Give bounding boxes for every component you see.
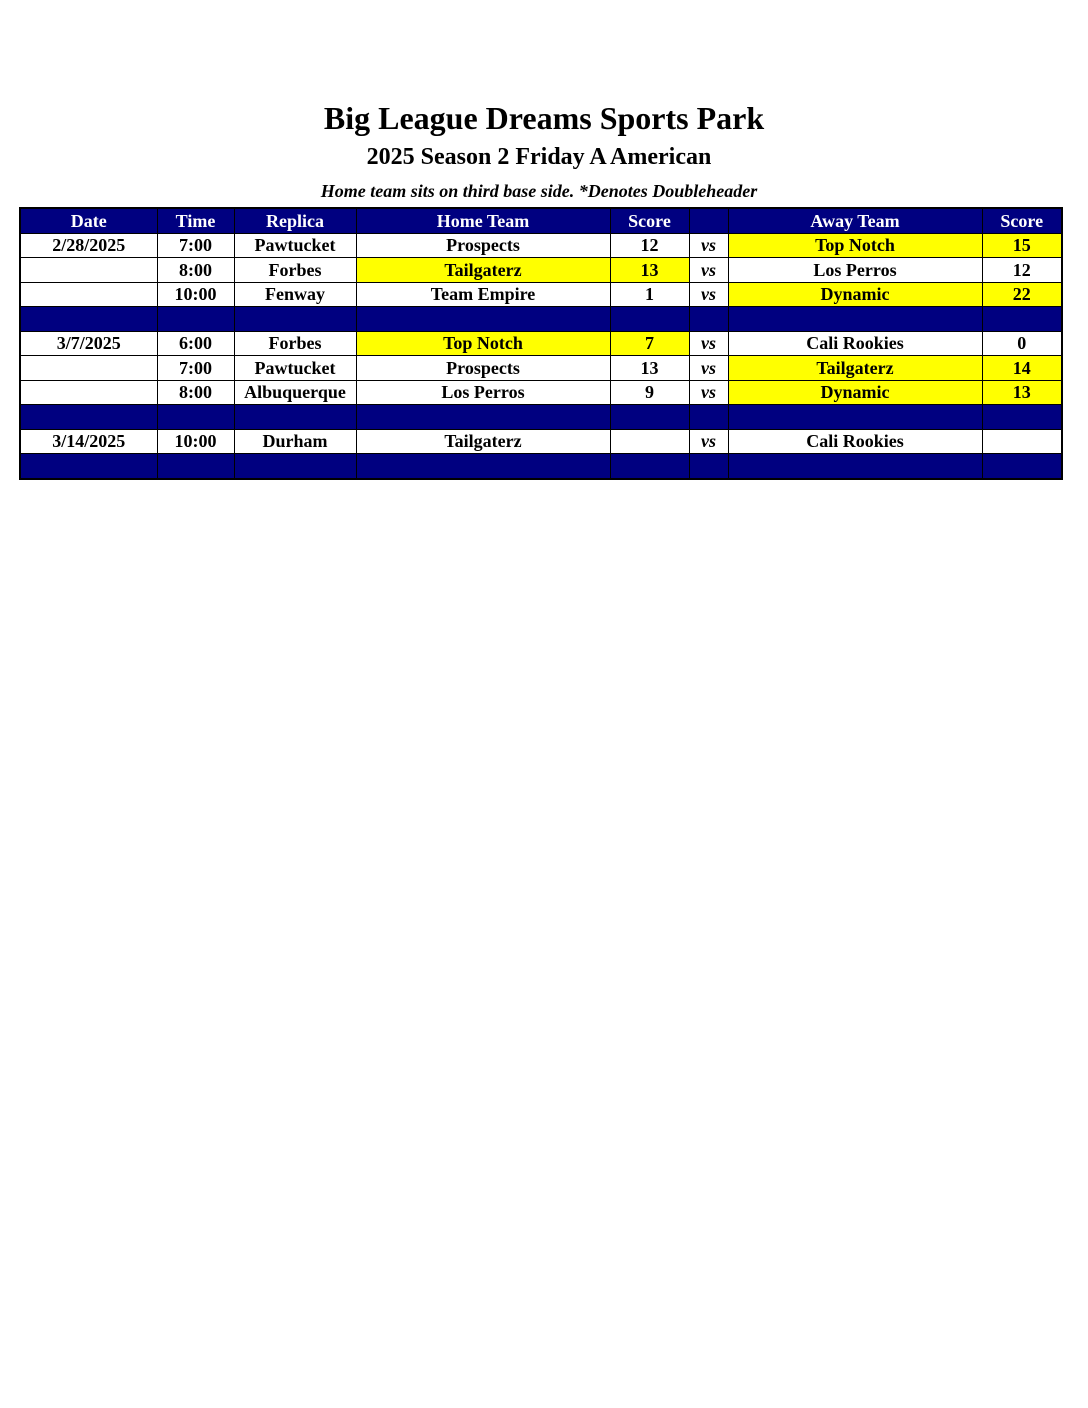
replica-cell: Pawtucket xyxy=(234,233,356,258)
replica-cell: Durham xyxy=(234,429,356,454)
column-header-replica: Replica xyxy=(234,208,356,233)
home-team-cell: Tailgaterz xyxy=(356,429,610,454)
column-header-away-score: Score xyxy=(982,208,1062,233)
away-team-cell: Tailgaterz xyxy=(728,356,982,381)
season-subtitle: 2025 Season 2 Friday A American xyxy=(366,144,712,170)
separator-cell xyxy=(234,405,356,430)
home-score-cell: 13 xyxy=(610,356,689,381)
replica-cell: Forbes xyxy=(234,258,356,283)
column-header-time: Time xyxy=(157,208,234,233)
table-row xyxy=(20,331,1062,356)
separator-cell xyxy=(610,405,689,430)
vs-cell: vs xyxy=(689,233,728,258)
separator-cell xyxy=(20,307,157,332)
table-row xyxy=(20,380,1062,405)
schedule-table xyxy=(19,207,1063,480)
separator-cell xyxy=(610,454,689,479)
separator-row xyxy=(20,454,1062,479)
home-team-cell: Los Perros xyxy=(356,380,610,405)
date-cell xyxy=(20,258,157,283)
home-team-cell: Prospects xyxy=(356,356,610,381)
separator-row xyxy=(20,307,1062,332)
separator-cell xyxy=(689,307,728,332)
away-team-cell: Cali Rookies xyxy=(728,331,982,356)
away-team-cell: Dynamic xyxy=(728,282,982,307)
separator-cell xyxy=(689,405,728,430)
separator-cell xyxy=(157,405,234,430)
time-cell: 6:00 xyxy=(157,331,234,356)
schedule-note: Home team sits on third base side. *Denotes Doubleheader xyxy=(320,181,758,201)
away-team-cell: Los Perros xyxy=(728,258,982,283)
date-cell: 2/28/2025 xyxy=(20,233,157,258)
away-score-cell: 22 xyxy=(982,282,1062,307)
separator-cell xyxy=(728,454,982,479)
vs-cell: vs xyxy=(689,258,728,283)
time-cell: 8:00 xyxy=(157,380,234,405)
table-row xyxy=(20,233,1062,258)
away-score-cell: 15 xyxy=(982,233,1062,258)
separator-cell xyxy=(982,405,1062,430)
away-score-cell xyxy=(982,429,1062,454)
home-score-cell: 1 xyxy=(610,282,689,307)
separator-cell xyxy=(610,307,689,332)
separator-cell xyxy=(20,405,157,430)
table-row xyxy=(20,282,1062,307)
separator-cell xyxy=(234,307,356,332)
home-team-cell: Tailgaterz xyxy=(356,258,610,283)
column-header-home-score: Score xyxy=(610,208,689,233)
home-team-cell: Top Notch xyxy=(356,331,610,356)
separator-cell xyxy=(356,405,610,430)
separator-cell xyxy=(982,307,1062,332)
replica-cell: Fenway xyxy=(234,282,356,307)
home-score-cell: 7 xyxy=(610,331,689,356)
replica-cell: Forbes xyxy=(234,331,356,356)
date-cell xyxy=(20,282,157,307)
home-score-cell: 13 xyxy=(610,258,689,283)
separator-cell xyxy=(982,454,1062,479)
vs-cell: vs xyxy=(689,331,728,356)
replica-cell: Pawtucket xyxy=(234,356,356,381)
home-team-cell: Team Empire xyxy=(356,282,610,307)
home-score-cell xyxy=(610,429,689,454)
time-cell: 10:00 xyxy=(157,282,234,307)
time-cell: 7:00 xyxy=(157,233,234,258)
column-header-home-team: Home Team xyxy=(356,208,610,233)
away-score-cell: 12 xyxy=(982,258,1062,283)
table-row xyxy=(20,258,1062,283)
date-cell xyxy=(20,356,157,381)
time-cell: 7:00 xyxy=(157,356,234,381)
table-body xyxy=(20,233,1062,479)
table-row xyxy=(20,429,1062,454)
column-header-date: Date xyxy=(20,208,157,233)
away-score-cell: 0 xyxy=(982,331,1062,356)
separator-cell xyxy=(157,307,234,332)
replica-cell: Albuquerque xyxy=(234,380,356,405)
away-team-cell: Top Notch xyxy=(728,233,982,258)
separator-cell xyxy=(234,454,356,479)
separator-cell xyxy=(356,307,610,332)
separator-row xyxy=(20,405,1062,430)
separator-cell xyxy=(689,454,728,479)
home-score-cell: 12 xyxy=(610,233,689,258)
vs-cell: vs xyxy=(689,356,728,381)
time-cell: 10:00 xyxy=(157,429,234,454)
vs-cell: vs xyxy=(689,429,728,454)
time-cell: 8:00 xyxy=(157,258,234,283)
away-team-cell: Cali Rookies xyxy=(728,429,982,454)
home-score-cell: 9 xyxy=(610,380,689,405)
away-team-cell: Dynamic xyxy=(728,380,982,405)
date-cell xyxy=(20,380,157,405)
table-row xyxy=(20,356,1062,381)
separator-cell xyxy=(20,454,157,479)
home-team-cell: Prospects xyxy=(356,233,610,258)
date-cell: 3/7/2025 xyxy=(20,331,157,356)
separator-cell xyxy=(157,454,234,479)
column-header-vs xyxy=(689,208,728,233)
separator-cell xyxy=(356,454,610,479)
date-cell: 3/14/2025 xyxy=(20,429,157,454)
separator-cell xyxy=(728,405,982,430)
vs-cell: vs xyxy=(689,282,728,307)
vs-cell: vs xyxy=(689,380,728,405)
separator-cell xyxy=(728,307,982,332)
page-title: Big League Dreams Sports Park xyxy=(323,100,765,136)
away-score-cell: 14 xyxy=(982,356,1062,381)
table-header-row xyxy=(20,208,1062,233)
column-header-away-team: Away Team xyxy=(728,208,982,233)
away-score-cell: 13 xyxy=(982,380,1062,405)
